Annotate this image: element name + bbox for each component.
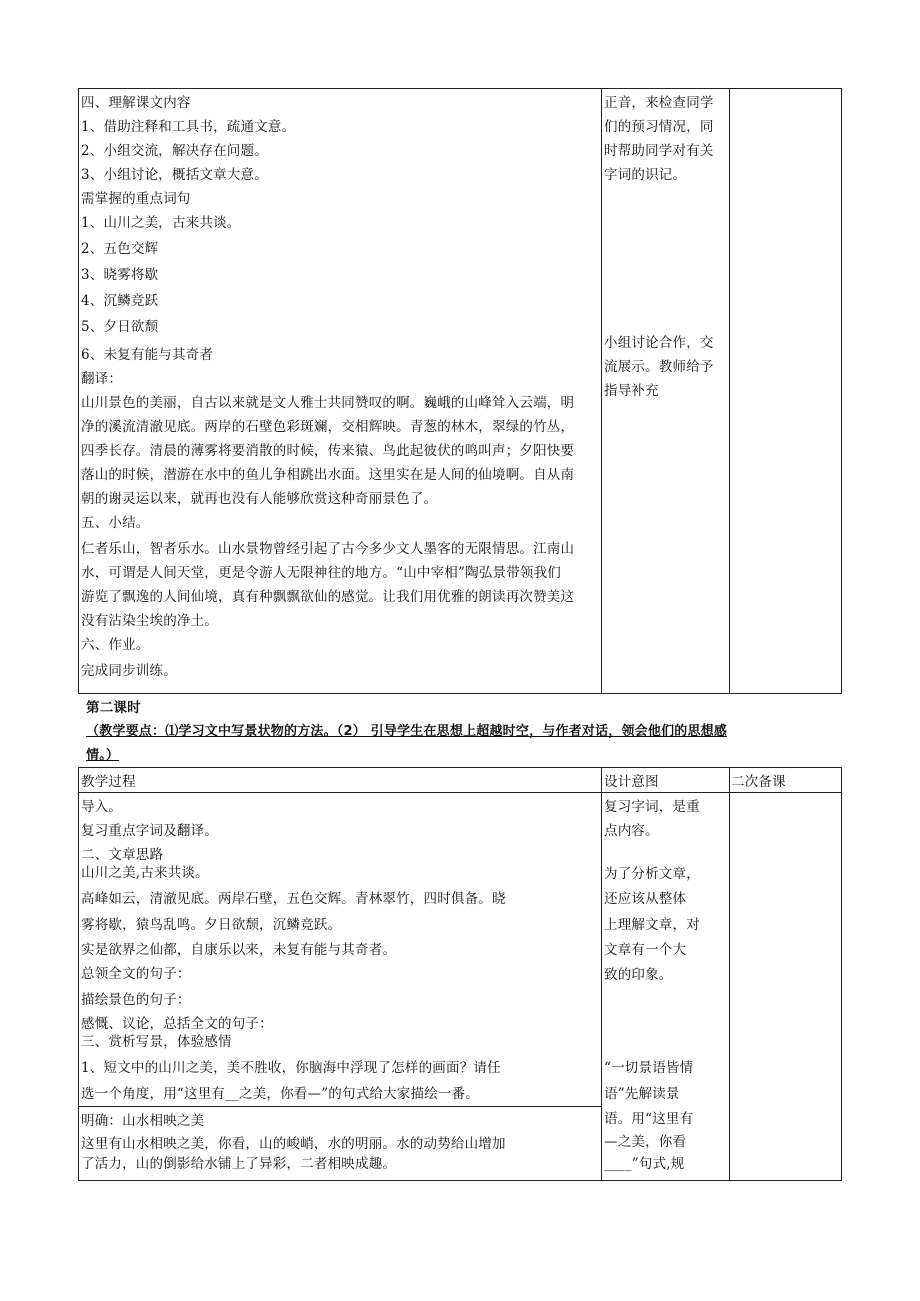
table1-intent-line: 流展示。教师给予	[604, 359, 714, 375]
table2-main-line: 感慨、议论，总括全文的句子：	[81, 1016, 273, 1032]
table1-main-line: 2、小组交流，解决存在问题。	[81, 143, 268, 159]
table2-main-line: 复习重点字词及翻译。	[81, 823, 218, 839]
table1-main-line: 需掌握的重点词句	[81, 191, 191, 207]
table1-main-line: 山川景色的美丽，自古以来就是文人雅士共同赞叹的啊。巍峨的山峰耸入云端，明	[81, 395, 575, 411]
table1-intent-line: 正音，来检查同学	[604, 95, 714, 111]
table1-main-line: 1、山川之美，古来共谈。	[81, 215, 241, 231]
table1-main-line: 游览了飘逸的人间仙境，真有种飘飘欲仙的感觉。让我们用优雅的朗读再次赞美这	[81, 589, 575, 605]
table2-divider-2	[729, 768, 730, 1180]
table2-intent-line: 语”先解读景	[604, 1086, 680, 1102]
lesson2-heading: 第二课时	[86, 700, 141, 716]
table1-main-line: 2、五色交辉	[81, 241, 159, 257]
table1-main-line: 6、未复有能与其奇者	[81, 347, 214, 363]
table1-main-line: 翻译：	[81, 371, 123, 387]
table2-main-line: 总领全文的句子：	[81, 966, 191, 982]
table1-main-line: 没有沾染尘埃的净土。	[81, 613, 218, 629]
table2-intent-line: 文章有一个大	[604, 942, 687, 958]
table2-main-line: 三、赏析写景，体验感情	[81, 1034, 232, 1050]
table1-intent-line: 指导补充	[604, 383, 659, 399]
table2-main-line: 导入。	[81, 799, 123, 815]
answer-box-rule	[78, 1106, 601, 1107]
table2-main-line: 选一个角度，用“这里有__之美，你看—”的句式给大家描绘一番。	[81, 1086, 480, 1102]
table2-intent-line: 复习字词，是重	[604, 799, 700, 815]
table2-intent-line: 上理解文章，对	[604, 917, 700, 933]
table2-intent-line: ____”句式,规	[604, 1156, 685, 1172]
answer-box-line: 明确：山水相映之美	[81, 1113, 205, 1129]
table1-main-line: 3、晓雾将歇	[81, 267, 159, 283]
answer-box-line: 这里有山水相映之美，你看，山的峻峭，水的明丽。水的动势给山增加	[81, 1136, 506, 1152]
table1-main-line: 落山的时候，潜游在水中的鱼儿争相跳出水面。这里实在是人间的仙境啊。自从南	[81, 467, 575, 483]
table2-intent-line: 还应该从整体	[604, 891, 687, 907]
table1-main-line: 四、理解课文内容	[81, 95, 191, 111]
table2-main-line: 实是欲界之仙都，自康乐以来，未复有能与其奇者。	[81, 942, 397, 958]
table1-main-line: 朝的谢灵运以来，就再也没有人能够欣赏这种奇丽景色了。	[81, 491, 438, 507]
answer-box-line: 了活力，山的倒影给水铺上了异彩，二者相映成趣。	[81, 1156, 397, 1172]
table1-main-line: 4、沉鳞竞跃	[81, 293, 159, 309]
table2-divider-1	[601, 768, 602, 1180]
table2-header-rule	[79, 792, 841, 793]
table1-main-line: 六、作业。	[81, 637, 150, 653]
table1-main-line: 五、小结。	[81, 515, 150, 531]
table2-main-line: 高峰如云，清澈见底。两岸石壁，五色交辉。青林翠竹，四时俱备。晓	[81, 891, 506, 907]
table1-main-line: 完成同步训练。	[81, 663, 177, 679]
table2-intent-line: 点内容。	[604, 823, 659, 839]
table1-main-line: 水，可谓是人间天堂，更是令游人无限神往的地方。“山中宰相”陶弘景带领我们	[81, 565, 562, 581]
table1-main-line: 仁者乐山，智者乐水。山水景物曾经引起了古今多少文人墨客的无限情思。江南山	[81, 541, 575, 557]
lesson2-teaching-points-cont: 情。）	[86, 748, 120, 763]
table1-intent-line: 时帮助同学对有关	[604, 143, 714, 159]
table1-main-line: 3、小组讨论，概括文章大意。	[81, 167, 268, 183]
table2-main-line: 雾将歇，猿鸟乱鸣。夕日欲颓，沉鳞竞跃。	[81, 917, 342, 933]
table1-intent-line: 字词的识记。	[604, 167, 687, 183]
table1-intent-line: 们的预习情况，同	[604, 119, 714, 135]
table1-main-line: 5、夕日欲颓	[81, 319, 159, 335]
column-header-intent: 设计意图	[604, 774, 659, 790]
table2-main-line: 1、短文中的山川之美，美不胜收，你脑海中浮现了怎样的画面？请任	[81, 1060, 501, 1076]
table2-main-line: 描绘景色的句子：	[81, 992, 191, 1008]
table1-main-line: 净的溪流清澈见底。两岸的石壁色彩斑斓，交相辉映。青葱的林木，翠绿的竹丛，	[81, 419, 575, 435]
lesson2-teaching-points: （教学要点：⑴学习文中写景状物的方法。（2） 引导学生在思想上超越时空，与作者对话，领会他们的思想感	[86, 724, 728, 739]
column-header-revision: 二次备课	[731, 774, 786, 790]
table1-divider-1	[601, 89, 602, 693]
table2-main-line: 二、文章思路	[81, 847, 164, 863]
table2-intent-line: “一切景语皆情	[604, 1060, 694, 1076]
table1-main-line: 1、借助注释和工具书，疏通文意。	[81, 119, 296, 135]
table1-divider-2	[729, 89, 730, 693]
table2-main-line: 山川之美,古来共谈。	[81, 865, 209, 881]
column-header-process: 教学过程	[81, 774, 136, 790]
table2-intent-line: —之美，你看	[604, 1134, 687, 1150]
table2-intent-line: 致的印象。	[604, 967, 673, 983]
table2-intent-line: 为了分析文章，	[604, 866, 700, 882]
table1-main-line: 四季长存。清晨的薄雾将要消散的时候，传来猿、鸟此起彼伏的鸣叫声；夕阳快要	[81, 443, 575, 459]
table1-intent-line: 小组讨论合作，交	[604, 335, 714, 351]
table2-intent-line: 语。用“这里有	[604, 1111, 694, 1127]
